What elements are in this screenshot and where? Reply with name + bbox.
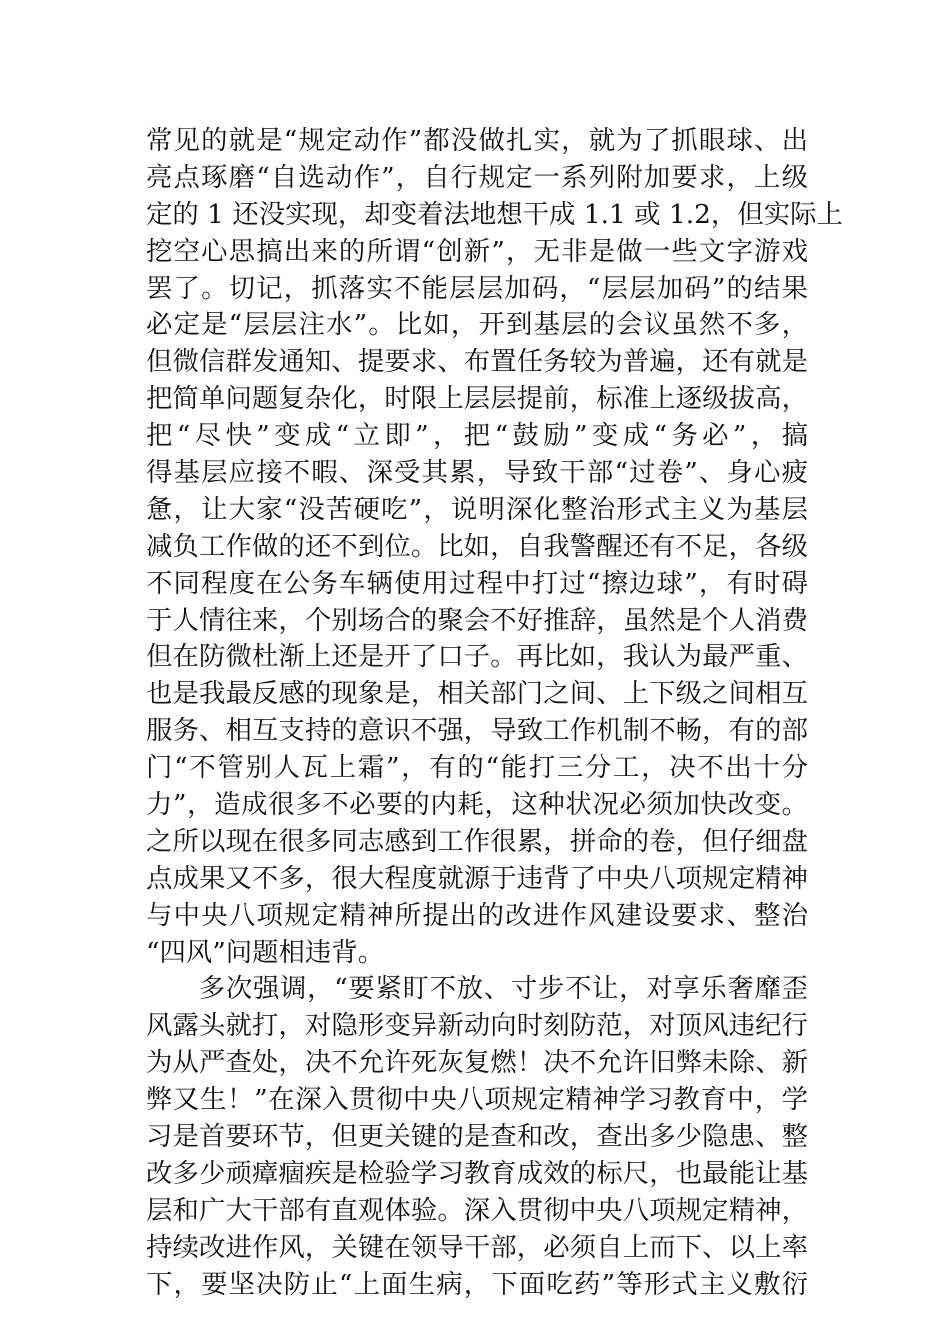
text-line: 弊又生！”在深入贯彻中央八项规定精神学习教育中，学 [146,1084,808,1116]
text-line: 与中央八项规定精神所提出的改进作风建设要求、整治 [146,899,808,931]
text-line: 惫，让大家“没苦硬吃”，说明深化整治形式主义为基层 [146,493,808,525]
text-line: 得基层应接不暇、深受其累，导致干部“过卷”、身心疲 [146,457,808,489]
text-line: 门“不管别人瓦上霜”，有的“能打三分工，决不出十分 [146,752,808,784]
text-line: 把简单问题复杂化，时限上层层提前，标准上逐级拔高， [146,383,808,415]
body-text [146,123,843,1304]
text-line: 也是我最反感的现象是，相关部门之间、上下级之间相互 [146,678,808,710]
text-line: 改多少顽瘴痼疾是检验学习教育成效的标尺，也最能让基 [146,1157,808,1189]
text-line: 点成果又不多，很大程度就源于违背了中央八项规定精神 [146,862,808,894]
text-line: 持续改进作风，关键在领导干部，必须自上而下、以上率 [146,1231,808,1263]
paragraph-first-line: 多次强调，“要紧盯不放、寸步不让，对享乐奢靡歪 [198,973,808,1005]
text-line: 于人情往来，个别场合的聚会不好推辞，虽然是个人消费 [146,604,808,636]
text-line: 层和广大干部有直观体验。深入贯彻中央八项规定精神， [146,1194,808,1226]
text-line: 必定是“层层注水”。比如，开到基层的会议虽然不多， [146,309,808,341]
text-line: 风露头就打，对隐形变异新动向时刻防范，对顶风违纪行 [146,1010,808,1042]
text-line: 挖空心思搞出来的所谓“创新”，无非是做一些文字游戏 [146,235,808,267]
text-line: 但在防微杜渐上还是开了口子。再比如，我认为最严重、 [146,641,808,673]
text-line: 不同程度在公务车辆使用过程中打过“擦边球”，有时碍 [146,567,808,599]
text-line: “四风”问题相违背。 [146,936,385,968]
text-line: 定的 1 还没实现，却变着法地想干成 1.1 或 1.2，但实际上 [146,198,843,230]
text-line: 服务、相互支持的意识不强，导致工作机制不畅，有的部 [146,715,808,747]
text-line: 之所以现在很多同志感到工作很累，拼命的卷，但仔细盘 [146,825,808,857]
text-line: 习是首要环节，但更关键的是查和改，查出多少隐患、整 [146,1121,808,1153]
text-line: 亮点琢磨“自选动作”，自行规定一系列附加要求，上级 [146,161,808,193]
text-line: 但微信群发通知、提要求、布置任务较为普遍，还有就是 [146,346,808,378]
text-line: 减负工作做的还不到位。比如，自我警醒还有不足，各级 [146,530,808,562]
text-line: 把“尽快”变成“立即”，把“鼓励”变成“务必”，搞 [146,420,808,452]
text-line: 下，要坚决防止“上面生病，下面吃药”等形式主义敷衍 [146,1268,808,1300]
text-line: 常见的就是“规定动作”都没做扎实，就为了抓眼球、出 [146,125,808,156]
text-line: 力”，造成很多不必要的内耗，这种状况必须加快改变。 [146,789,808,821]
text-line: 罢了。切记，抓落实不能层层加码，“层层加码”的结果 [146,272,808,304]
text-line: 为从严查处，决不允许死灰复燃！决不允许旧弊未除、新 [146,1047,808,1079]
